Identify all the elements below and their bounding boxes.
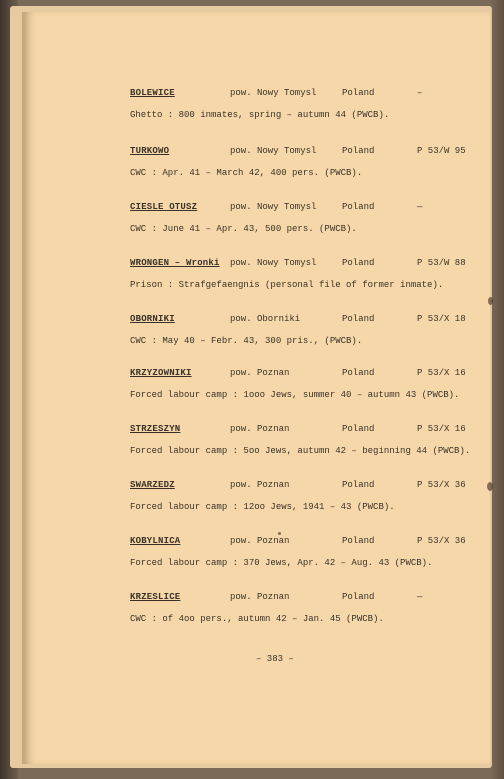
entry-district: pow. Poznan bbox=[230, 480, 290, 490]
entry-description: Forced labour camp : 1ooo Jews, summer 40 – autumn 43 (PWCB). bbox=[130, 390, 460, 400]
entry-name: CIESLE OTUSZ bbox=[130, 202, 198, 212]
entry bbox=[24, 146, 490, 190]
entry-country: Poland bbox=[342, 536, 375, 546]
entry-country: Poland bbox=[342, 592, 375, 602]
ink-dot bbox=[278, 532, 281, 535]
entry-description: Forced labour camp : 5oo Jews, autumn 42 – beginning 44 (PWCB). bbox=[130, 446, 471, 456]
entry-name: SWARZEDZ bbox=[130, 480, 175, 490]
entry-district: pow. Nowy Tomysl bbox=[230, 202, 317, 212]
entry-description: Prison : Strafgefaengnis (personal file of former inmate). bbox=[130, 280, 444, 290]
entry-country: Poland bbox=[342, 146, 375, 156]
entry bbox=[24, 202, 490, 246]
entry-description: Forced labour camp : 12oo Jews, 1941 – 43 (PWCB). bbox=[130, 502, 395, 512]
entry-country: Poland bbox=[342, 88, 375, 98]
entry-reference: P 53/X 16 bbox=[417, 424, 466, 434]
entry-name: KRZYZOWNIKI bbox=[130, 368, 192, 378]
entry-country: Poland bbox=[342, 368, 375, 378]
entry-name: OBORNIKI bbox=[130, 314, 175, 324]
entry-description: CWC : of 4oo pers., autumn 42 – Jan. 45 (PWCB). bbox=[130, 614, 384, 624]
entry-name: STRZESZYN bbox=[130, 424, 181, 434]
entry-reference: P 53/X 36 bbox=[417, 536, 466, 546]
entry-district: pow. Nowy Tomysl bbox=[230, 258, 317, 268]
entry-reference: — bbox=[417, 202, 423, 212]
entry-reference: P 53/X 18 bbox=[417, 314, 466, 324]
entry-district: pow. Poznan bbox=[230, 424, 290, 434]
entry bbox=[24, 536, 490, 580]
entry-description: Ghetto : 800 inmates, spring – autumn 44 (PWCB). bbox=[130, 110, 390, 120]
entry-name: KOBYLNICA bbox=[130, 536, 181, 546]
entry-reference: P 53/W 95 bbox=[417, 146, 466, 156]
page-shadow bbox=[490, 0, 504, 779]
page-number: – 383 – bbox=[256, 654, 294, 664]
entry-country: Poland bbox=[342, 480, 375, 490]
entry-name: TURKOWO bbox=[130, 146, 170, 156]
entry-country: Poland bbox=[342, 314, 375, 324]
entry-description: Forced labour camp : 370 Jews, Apr. 42 – Aug. 43 (PWCB). bbox=[130, 558, 433, 568]
entry-country: Poland bbox=[342, 202, 375, 212]
entry-reference: — bbox=[417, 592, 423, 602]
entry-name: KRZESLICE bbox=[130, 592, 181, 602]
entry-name: WRONGEN – Wronki bbox=[130, 258, 220, 268]
entry-district: pow. Nowy Tomysl bbox=[230, 146, 317, 156]
entry bbox=[24, 480, 490, 524]
entry-country: Poland bbox=[342, 258, 375, 268]
entry-district: pow. Poznan bbox=[230, 368, 290, 378]
entry-description: CWC : Apr. 41 – March 42, 400 pers. (PWCB). bbox=[130, 168, 363, 178]
document-page bbox=[22, 12, 490, 764]
entry-district: pow. Poznan bbox=[230, 592, 290, 602]
entry-district: pow. Nowy Tomysl bbox=[230, 88, 317, 98]
entry-reference: P 53/X 36 bbox=[417, 480, 466, 490]
entry-country: Poland bbox=[342, 424, 375, 434]
entry-reference: P 53/X 16 bbox=[417, 368, 466, 378]
entry-district: pow. Oborniki bbox=[230, 314, 301, 324]
entry-name: BOLEWICE bbox=[130, 88, 175, 98]
entry bbox=[24, 424, 490, 468]
entry-reference: P 53/W 88 bbox=[417, 258, 466, 268]
entry-district: pow. Poznan bbox=[230, 536, 290, 546]
entry bbox=[24, 88, 490, 132]
entry-description: CWC : May 40 – Febr. 43, 300 pris., (PWCB). bbox=[130, 336, 363, 346]
entry-description: CWC : June 41 – Apr. 43, 500 pers. (PWCB). bbox=[130, 224, 357, 234]
entry-reference: – bbox=[417, 88, 423, 98]
entry bbox=[24, 368, 490, 412]
entry bbox=[24, 592, 490, 636]
entry bbox=[24, 314, 490, 358]
entry bbox=[24, 258, 490, 302]
